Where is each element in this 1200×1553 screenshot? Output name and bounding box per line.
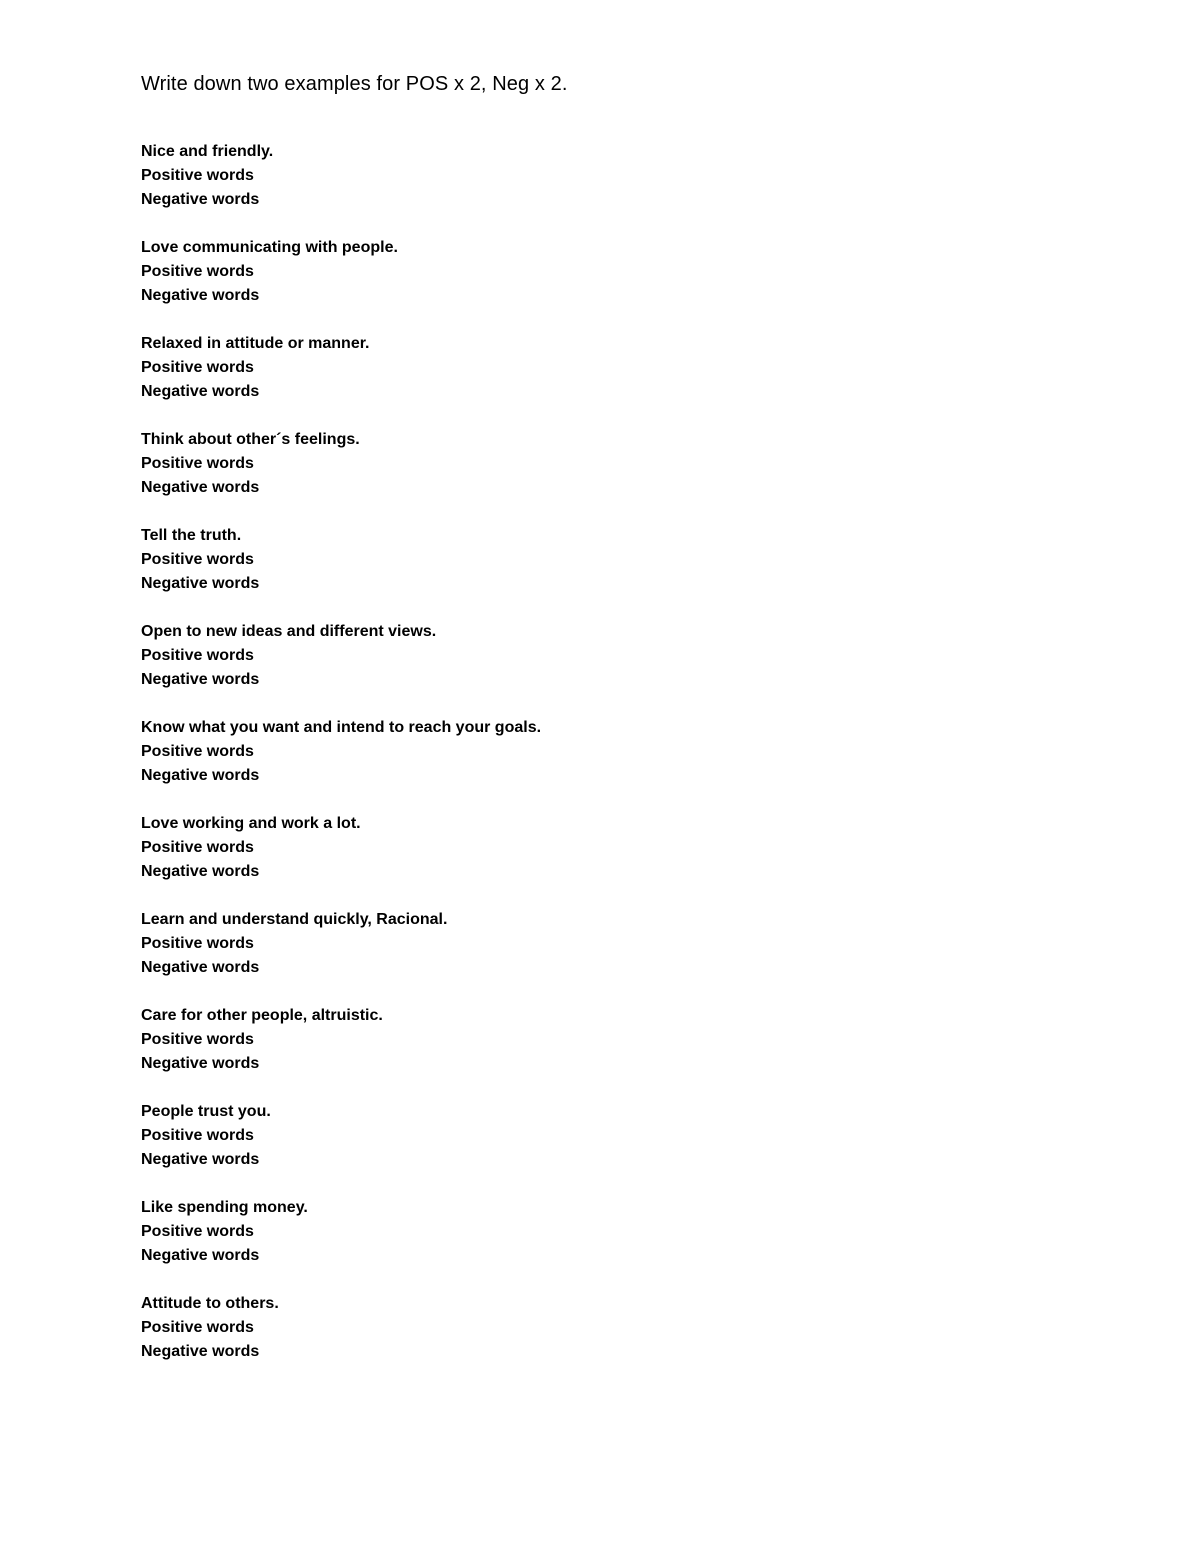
entry-statement: Learn and understand quickly, Racional. (141, 911, 448, 928)
negative-words-label: Negative words (141, 1343, 260, 1360)
positive-words-label: Positive words (141, 263, 254, 280)
entry-attitude-to-others (141, 1292, 1101, 1364)
positive-words-label: Positive words (141, 743, 254, 760)
negative-words-label: Negative words (141, 479, 260, 496)
entry-open-to-new-ideas (141, 620, 1101, 692)
entry-people-trust-you (141, 1100, 1101, 1172)
entry-statement: Tell the truth. (141, 527, 242, 544)
positive-words-label: Positive words (141, 839, 254, 856)
entry-statement: Think about other´s feelings. (141, 431, 360, 448)
document-content (141, 70, 1101, 1388)
negative-words-label: Negative words (141, 959, 260, 976)
entry-tell-the-truth (141, 524, 1101, 596)
entry-statement: Open to new ideas and different views. (141, 623, 437, 640)
positive-words-label: Positive words (141, 1031, 254, 1048)
entry-know-what-you-want (141, 716, 1101, 788)
entry-care-for-others (141, 1004, 1101, 1076)
entry-statement: Know what you want and intend to reach your goals. (141, 719, 542, 736)
positive-words-label: Positive words (141, 935, 254, 952)
entry-relaxed (141, 332, 1101, 404)
entry-like-spending-money (141, 1196, 1101, 1268)
negative-words-label: Negative words (141, 863, 260, 880)
negative-words-label: Negative words (141, 383, 260, 400)
positive-words-label: Positive words (141, 647, 254, 664)
entry-love-communicating (141, 236, 1101, 308)
negative-words-label: Negative words (141, 1151, 260, 1168)
entry-statement: People trust you. (141, 1103, 271, 1120)
negative-words-label: Negative words (141, 767, 260, 784)
entry-love-working (141, 812, 1101, 884)
positive-words-label: Positive words (141, 455, 254, 472)
entry-statement: Relaxed in attitude or manner. (141, 335, 370, 352)
positive-words-label: Positive words (141, 1223, 254, 1240)
positive-words-label: Positive words (141, 359, 254, 376)
positive-words-label: Positive words (141, 551, 254, 568)
negative-words-label: Negative words (141, 575, 260, 592)
entry-statement: Love working and work a lot. (141, 815, 361, 832)
negative-words-label: Negative words (141, 1247, 260, 1264)
negative-words-label: Negative words (141, 671, 260, 688)
positive-words-label: Positive words (141, 167, 254, 184)
entry-statement: Like spending money. (141, 1199, 308, 1216)
entry-statement: Nice and friendly. (141, 143, 274, 160)
document-title: Write down two examples for POS x 2, Neg x 2. (141, 73, 568, 95)
negative-words-label: Negative words (141, 1055, 260, 1072)
entry-statement: Love communicating with people. (141, 239, 398, 256)
entry-statement: Attitude to others. (141, 1295, 279, 1312)
entry-nice-and-friendly (141, 140, 1101, 212)
negative-words-label: Negative words (141, 287, 260, 304)
negative-words-label: Negative words (141, 191, 260, 208)
entry-think-about-others (141, 428, 1101, 500)
positive-words-label: Positive words (141, 1127, 254, 1144)
entry-learn-and-understand (141, 908, 1101, 980)
entry-statement: Care for other people, altruistic. (141, 1007, 383, 1024)
positive-words-label: Positive words (141, 1319, 254, 1336)
